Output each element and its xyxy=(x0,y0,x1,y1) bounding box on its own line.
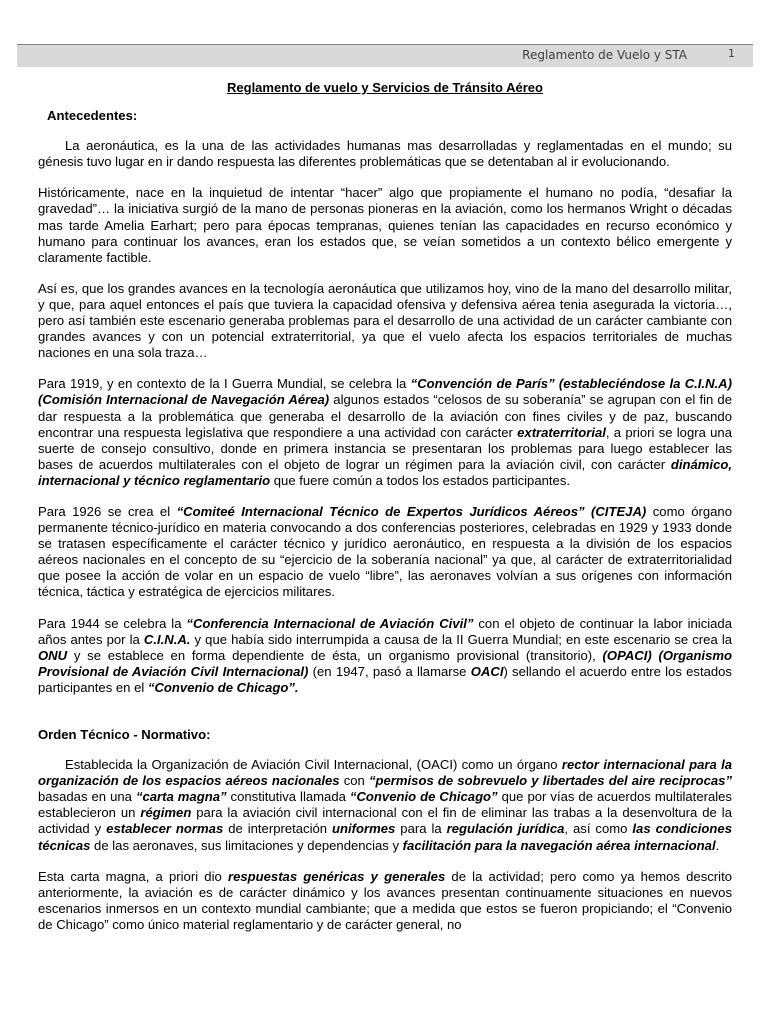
paragraph: Para 1944 se celebra la “Conferencia Internacional de Aviación Civil” con el objeto de continuar la labor iniciada años antes por la C.I.N.A. y que había sido interrumpida a causa de la II Guerra Mundial; en este escenario se crea la ONU y se establece en forma dependiente de ésta, un organismo provisional (transitorio), (OPACI) (Organismo Provisional de Aviación Civil Internacional) (en 1947, pasó a llamarse OACI) sellando el acuerdo entre los estados participantes en el “Convenio de Chicago”. xyxy=(38,615,733,695)
paragraph: La aeronáutica, es la una de las actividades humanas mas desarrolladas y reglamentadas en el mundo; su génesis tuvo lugar en ir dando respuesta las diferentes problemáticas que se detentaban al ir evolucionando. xyxy=(38,138,732,170)
document-body xyxy=(38,80,732,948)
paragraph: Así es, que los grandes avances en la tecnología aeronáutica que utilizamos hoy, vino de la mano del desarrollo militar, y que, para aquel entonces el país que tuviera la capacidad ofensiva y defensiva aérea tenia asegurada la victoria…, pero así también este escenario generaba problemas para el desarrollo de una actividad de un carácter cambiante con grandes avances y con un potencial extraterritorial, ya que el vuelo afecta los espacios territoriales de muchas naciones en una sola traza… xyxy=(38,280,732,361)
page-header xyxy=(17,44,753,67)
header-title: Reglamento de Vuelo y STA xyxy=(522,48,687,62)
section-heading-orden-tecnico: Orden Técnico - Normativo: xyxy=(38,727,211,742)
paragraph: Establecida la Organización de Aviación Civil Internacional, (OACI) como un órgano rector internacional para la organización de los espacios aéreos nacionales con “permisos de sobrevuelo y libertades del aire reciprocas” basadas en una “carta magna” constitutiva llamada “Convenio de Chicago” que por vías de acuerdos multilaterales establecieron un régimen para la aviación civil internacional con el fin de eliminar las trabas a la desenvoltura de la actividad y establecer normas de interpretación uniformes para la regulación jurídica, así como las condiciones técnicas de las aeronaves, sus limitaciones y dependencias y facilitación para la navegación aérea internacional. xyxy=(38,757,732,853)
page-number: 1 xyxy=(728,47,735,60)
paragraph: Esta carta magna, a priori dio respuestas genéricas y generales de la actividad; pero como ya hemos descrito anteriormente, la aviación es de carácter dinámico y los avances presentan continuamente situaciones en nuevos escenarios inmersos en un contexto mundial cambiante; que a medida que estos se fueron propiciando; el “Convenio de Chicago” como único material reglamentario y de carácter general, no xyxy=(38,868,732,932)
paragraph: Para 1919, y en contexto de la I Guerra Mundial, se celebra la “Convención de París” (estableciéndose la C.I.N.A) (Comisión Internacional de Navegación Aérea) algunos estados “celosos de su soberanía” se agrupan con el fin de dar respuesta a la problemática que generaba el desarrollo de la aviación con fines civiles y de paz, buscando encontrar una respuesta legislativa que respondiere a una actividad con carácter extraterritorial, a priori se logra una suerte de consejo consultivo, donde en primera instancia se presentaran los problemas para luego establecer las bases de acuerdos multilaterales con el objeto de lograr un régimen para la aviación civil, con carácter dinámico, internacional y técnico reglamentario que fuere común a todos los estados participantes. xyxy=(38,376,732,488)
paragraph: Para 1926 se crea el “Comiteé Internacional Técnico de Expertos Jurídicos Aéreos” (CITEJA) como órgano permanente técnico-jurídico en materia convocando a dos conferencias posteriores, celebradas en 1929 y 1933 donde se tratasen específicamente el carácter técnico y jurídico aeronáutico, en respuesta a la división de los espacios aéreos nacionales en el concepto de su “ejercicio de la soberanía nacional” ya que, al carácter de extraterritorialidad que posee la acción de volar en un espacio de vuelo “libre”, las aeronaves volvían a sus orígenes con información técnica, táctica y estratégica de ejercicios militares. xyxy=(38,503,732,600)
document-title: Reglamento de vuelo y Servicios de Tránsito Aéreo xyxy=(227,80,543,95)
section-heading-antecedentes: Antecedentes: xyxy=(47,108,138,124)
paragraph: Históricamente, nace en la inquietud de intentar “hacer” algo que propiamente el humano no podía, “desafiar la gravedad”… la iniciativa surgió de la mano de personas pioneras en la aviación, como los hermanos Wright o décadas mas tarde Amelia Earhart; pero para épocas tempranas, quienes tenían las capacidades en recurso económico y humano para continuar los avances, eran los estados que, se veían sometidos a un contexto bélico emergente y claramente factible. xyxy=(38,185,732,265)
